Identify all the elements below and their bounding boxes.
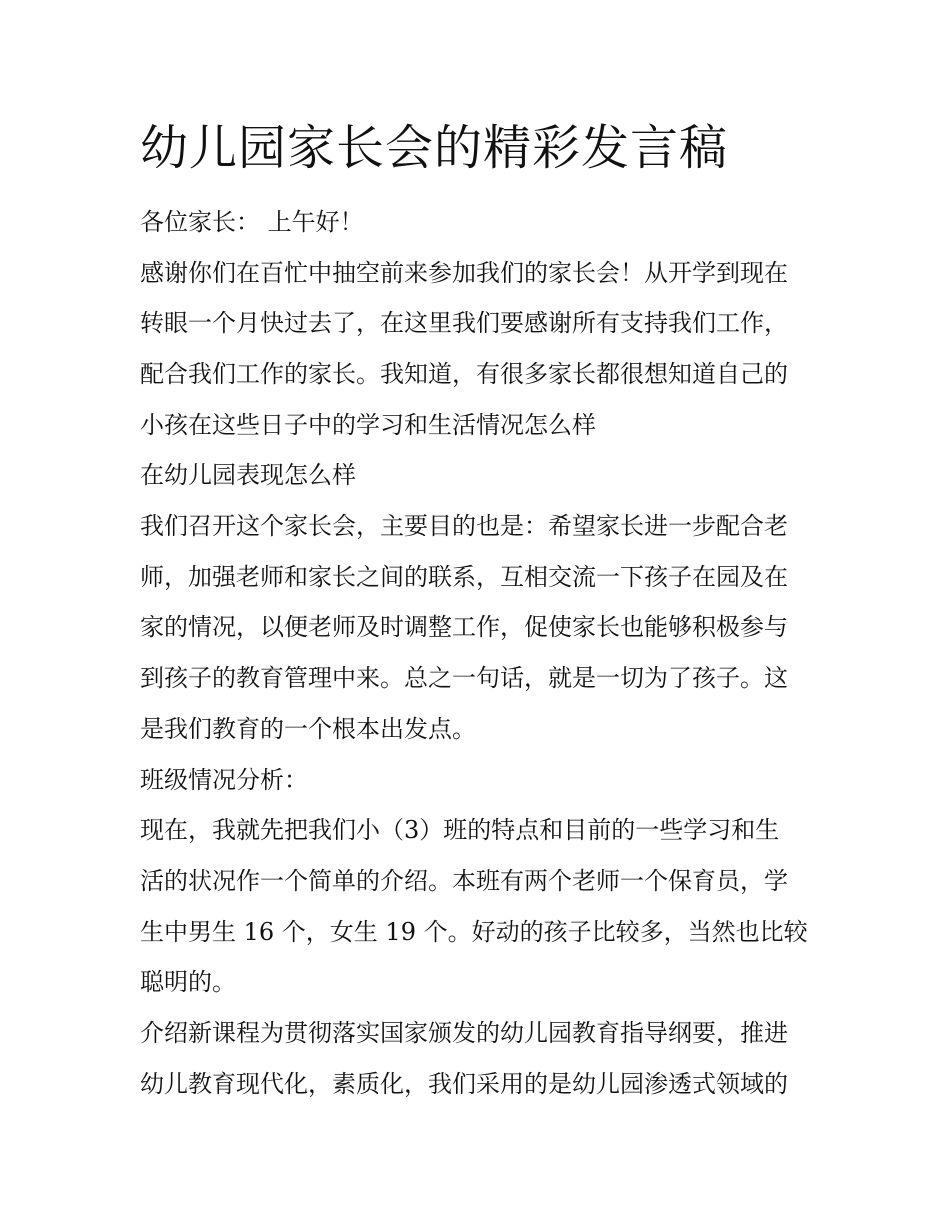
paragraph-line: 介绍新课程为贯彻落实国家颁发的幼儿园教育指导纲要，推进 (140, 1019, 788, 1047)
paragraph-line: 聪明的。 (140, 968, 236, 996)
paragraph-line: 幼儿教育现代化，素质化，我们采用的是幼儿园渗透式领域的 (140, 1070, 788, 1098)
paragraph-line: 生中男生 16 个，女生 19 个。好动的孩子比较多，当然也比较 (140, 918, 808, 946)
paragraph-line: 现在，我就先把我们小（3）班的特点和目前的一些学习和生 (140, 816, 780, 844)
paragraph-line: 在幼儿园表现怎么样 (140, 461, 356, 489)
paragraph-line: 我们召开这个家长会，主要目的也是：希望家长进一步配合老 (140, 512, 788, 540)
paragraph-line: 家的情况，以便老师及时调整工作，促使家长也能够积极参与 (140, 613, 788, 641)
paragraph-line: 各位家长： 上午好！ (140, 208, 364, 236)
paragraph-line: 到孩子的教育管理中来。总之一句话，就是一切为了孩子。这 (140, 664, 788, 692)
section-heading: 班级情况分析： (140, 766, 308, 794)
paragraph-line: 活的状况作一个简单的介绍。本班有两个老师一个保育员，学 (140, 867, 788, 895)
paragraph-line: 小孩在这些日子中的学习和生活情况怎么样 (140, 411, 596, 439)
paragraph-line: 转眼一个月快过去了，在这里我们要感谢所有支持我们工作， (140, 309, 788, 337)
document-title: 幼儿园家长会的精彩发言稿 (140, 120, 729, 176)
paragraph-line: 配合我们工作的家长。我知道，有很多家长都很想知道自己的 (140, 360, 788, 388)
paragraph-line: 感谢你们在百忙中抽空前来参加我们的家长会！从开学到现在 (140, 259, 788, 287)
paragraph-line: 师，加强老师和家长之间的联系，互相交流一下孩子在园及在 (140, 563, 788, 591)
paragraph-line: 是我们教育的一个根本出发点。 (140, 715, 476, 743)
